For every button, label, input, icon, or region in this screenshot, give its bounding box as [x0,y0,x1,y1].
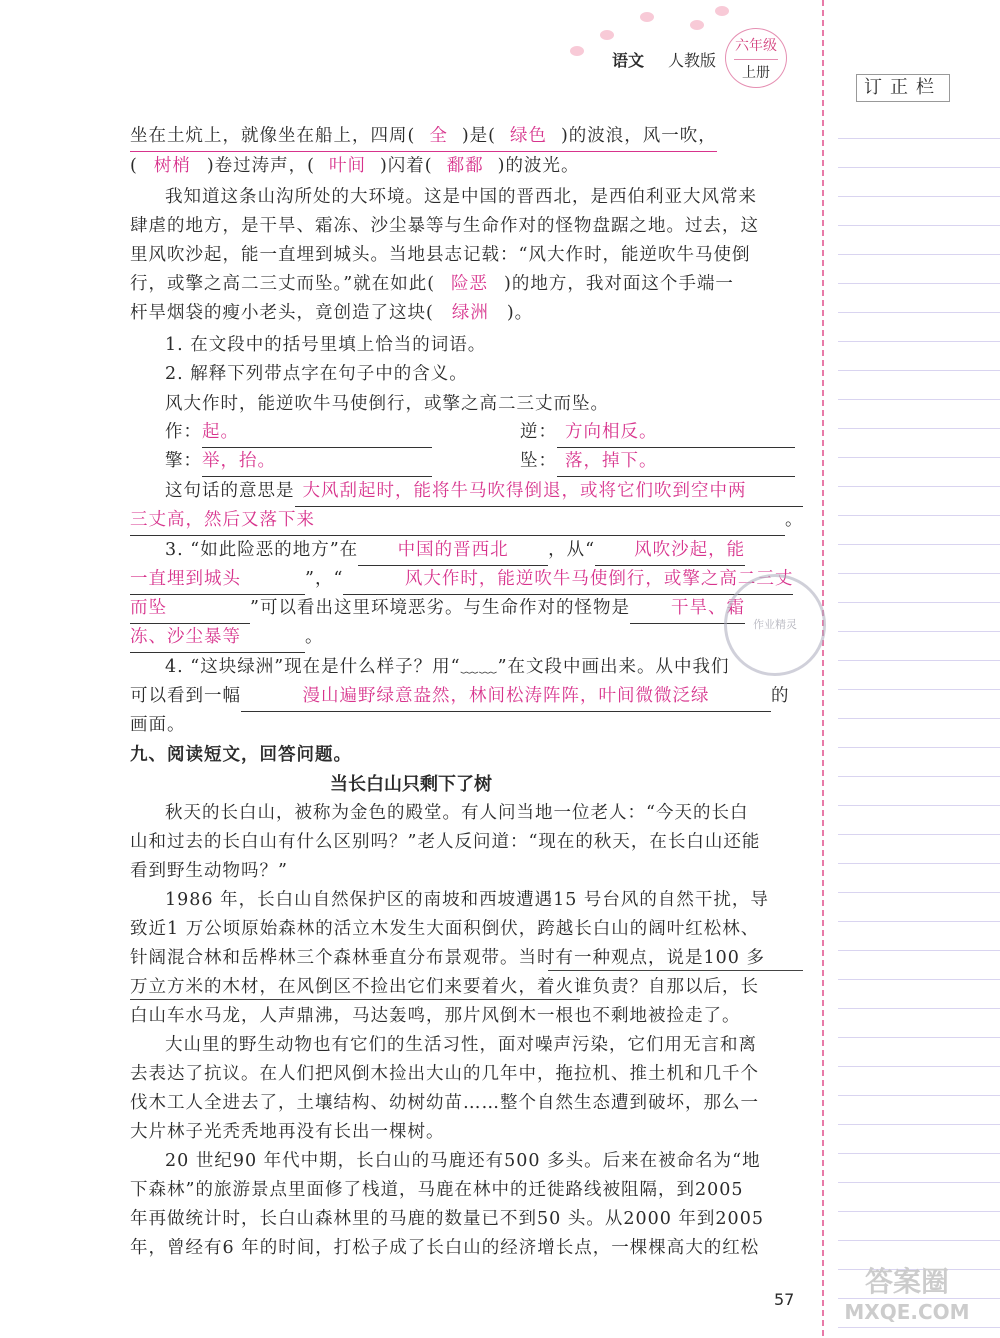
grade-label: 六年级 [735,38,777,54]
answer: 落，掉下。 [557,447,795,477]
text: )闪着( [379,156,433,176]
question-3-line-2 [130,565,793,595]
question-4-line-3: 画面。 [130,715,186,735]
edition-label: 人教版 [668,51,717,70]
article-line: 下森林”的旅游景点里面修了栈道，马鹿在林中的迁徙路线被阻隔，到2005 [130,1180,744,1200]
text: ”，“ [305,569,344,589]
text: ，从“ [548,540,596,560]
label: 逆： [520,422,557,442]
grade-badge [725,28,787,88]
answer-yejian: 叶间 [328,156,366,176]
article-line: 山和过去的长白山有什么区别吗？”老人反问道：“现在的秋天，在长白山还能 [130,832,761,852]
answer: 风吹沙起，能 [595,536,745,566]
question-3-line-3 [130,594,745,624]
passage-line-1 [130,122,717,152]
page-number: 57 [774,1290,795,1309]
text: )是( [461,126,496,146]
label: 作： [165,422,202,442]
text: 。 [305,627,324,647]
article-line: 20 世纪90 年代中期，长白山的马鹿还有500 多头。后来在被命名为“地 [165,1151,761,1171]
stamp-watermark: 作业精灵 [724,574,826,676]
answer: 干旱、霜 [630,594,745,624]
answer: 三丈高，然后又落下来 [130,506,785,536]
article-line: 大片林子光秃秃地再没有长出一棵树。 [130,1122,445,1142]
answer: 一直埋到城头 [130,565,305,595]
passage-line-2 [130,152,579,181]
article-line: 去表达了抗议。在人们把风倒木捡出大山的几年中，拖拉机、推土机和几千个 [130,1064,759,1084]
question-4-line-2 [130,682,790,712]
q2-meaning-line-2 [130,506,804,536]
wavy-line-symbol: ﹏﹏ [460,657,498,677]
question-1: 1. 在文段中的括号里填上恰当的词语。 [165,335,487,355]
text: ”在文段中画出来。从中我们 [497,657,730,677]
answer-quan: 全 [429,126,448,146]
passage-line-7 [130,299,533,328]
passage-line-6 [130,270,734,299]
article-line: 大山里的野生动物也有它们的生活习性，面对噪声污染，它们用无言和离 [165,1035,757,1055]
petal-decoration [690,20,704,30]
q2-item-qing [165,447,432,477]
answer: 冻、沙尘暴等 [130,623,305,653]
text: 行，或擎之高二三丈而坠。”就在如此( [130,274,436,294]
article-line: 针阔混合林和岳桦林三个森林垂直分布景观带。当时有一种观点，说是100 多 [130,948,765,968]
answer: 漫山遍野绿意盎然，林间松涛阵阵，叶间微微泛绿 [241,682,771,712]
text: 坐在土炕上，就像坐在船上，四周( [130,126,416,146]
label: 擎： [165,451,202,471]
label: 坠： [520,451,557,471]
question-2-sentence: 风大作时，能逆吹牛马使倒行，或擎之高二三丈而坠。 [165,394,609,414]
q2-meaning-line-1 [165,477,803,507]
text: )的波浪，风一吹， [560,126,717,146]
answer: 中国的晋西北 [358,536,548,566]
article-line: 年再做统计时，长白山森林里的马鹿的数量已不到50 头。从2000 年到2005 [130,1209,764,1229]
passage-line-4: 肆虐的地方，是干旱、霜冻、沙尘暴等与生命作对的怪物盘踞之地。过去，这 [130,216,759,236]
answer-lvzhou: 绿洲 [451,303,489,323]
logo-url: MXQE.COM [844,1300,970,1324]
hand-underline [548,970,803,971]
answer: 举，抬。 [202,447,432,477]
q2-item-zhui [520,447,795,477]
section-9-heading: 九、阅读短文，回答问题。 [130,745,352,765]
article-line: 看到野生动物吗？” [130,861,288,881]
text: 可以看到一幅 [130,686,241,706]
text: )卷过涛声，( [206,156,315,176]
passage-line-3: 我知道这条山沟所处的大环境。这是中国的晋西北，是西伯利亚大风常来 [165,187,757,207]
margin-divider [822,0,824,1338]
text: )的波光。 [497,156,580,176]
correction-column-title: 订正栏 [856,74,950,102]
petal-decoration [715,6,729,16]
text: 3. “如此险恶的地方”在 [165,540,359,560]
article-line: 秋天的长白山，被称为金色的殿堂。有人问当地一位老人：“今天的长白 [165,803,749,823]
petal-decoration [570,46,584,56]
text: )。 [506,303,534,323]
answer: 风大作时，能逆吹牛马使倒行，或擎之高二三丈 [343,565,793,595]
text: 4. “这块绿洲”现在是什么样子？用“ [165,657,461,677]
text: )的地方，我对面这个手端一 [504,274,734,294]
article-line: 伐木工人全进去了，土壤结构、幼树幼苗……整个自然生态遭到破坏，那么一 [130,1093,759,1113]
logo-text: 答案圈 [864,1265,949,1298]
answer: 大风刮起时，能将牛马吹得倒退，或将它们吹到空中两 [295,477,803,507]
answer: 方向相反。 [557,418,795,448]
article-line: 年，曾经有6 年的时间，打松子成了长白山的经济增长点，一棵棵高大的红松 [130,1238,760,1258]
text: 的 [771,686,790,706]
answer-linlin: 鄱鄱 [446,156,484,176]
question-4-line-1 [165,653,730,682]
text: 杆旱烟袋的瘦小老头，竟创造了这块( [130,303,434,323]
correction-column-lines [838,110,1000,1338]
answer-xiane: 险恶 [451,274,489,294]
text: 。 [785,510,804,530]
petal-decoration [640,12,654,22]
article-line: 致近1 万公顷原始森林的活立木发生大面积倒伏，跨越长白山的阔叶红松林、 [130,919,760,939]
q2-item-ni [520,418,795,448]
q2-item-zuo [165,418,432,448]
article-line: 万立方米的木材，在风倒区不捡出它们来要着火，着火谁负责？自那以后，长 [130,977,759,997]
answer-shushao: 树梢 [153,156,191,176]
petal-decoration [600,30,614,40]
question-2: 2. 解释下列带点字在句子中的含义。 [165,364,468,384]
article-title: 当长白山只剩下了树 [330,774,492,795]
site-logo [822,1260,992,1330]
hand-underline [130,999,580,1000]
passage-line-5: 里风吹沙起，能一直埋到城头。当地县志记载：“风大作时，能逆吹牛马使倒 [130,245,751,265]
volume-label: 上册 [734,59,778,82]
text: ”可以看出这里环境恶劣。与生命作对的怪物是 [250,598,630,618]
question-3-line-1 [165,536,745,566]
answer: 而坠 [130,594,250,624]
subject-label: 语文 [612,51,645,70]
text: ( [130,156,138,176]
article-line: 1986 年，长白山自然保护区的南坡和西坡遭遇15 号台风的自然干扰，导 [165,890,769,910]
answer-lvse: 绿色 [509,126,547,146]
question-3-line-4 [130,623,324,653]
article-line: 白山车水马龙，人声鼎沸，马达轰鸣，那片风倒木一根也不剩地被捡走了。 [130,1006,741,1026]
label: 这句话的意思是 [165,481,295,501]
answer: 起。 [202,418,432,448]
